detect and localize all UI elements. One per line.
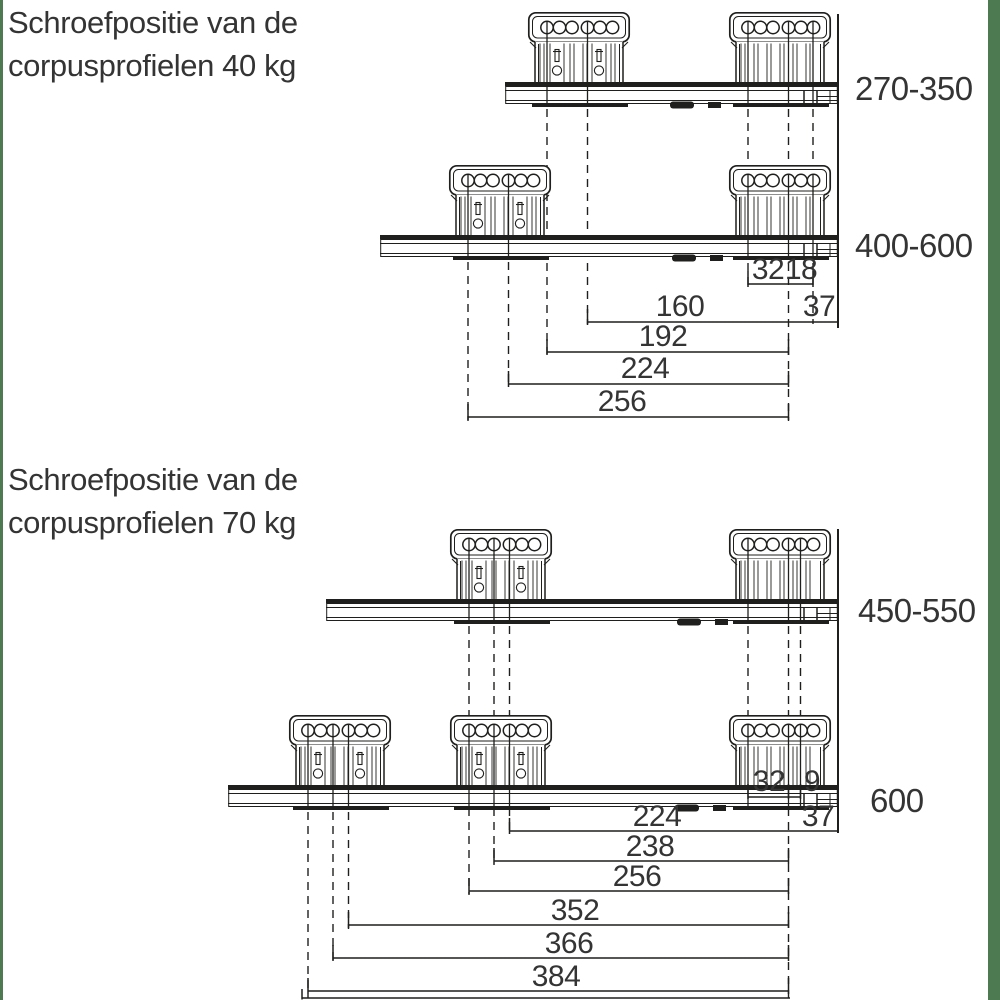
mounting-bracket	[451, 530, 551, 599]
dimension-label-32: 32	[752, 765, 786, 798]
dimension-label-9: 9	[803, 765, 821, 798]
page-border-left	[0, 0, 3, 1000]
dimension-label-256: 256	[597, 385, 647, 418]
diagram-title-line2: corpusprofielen 70 kg	[8, 505, 297, 540]
mounting-bracket	[451, 716, 551, 785]
dimension-label-238: 238	[625, 830, 675, 863]
mounting-bracket	[290, 716, 390, 785]
dimension-label-224: 224	[632, 800, 682, 833]
diagram-title-line1: Schroefpositie van de	[8, 462, 298, 497]
dimension-label-18: 18	[784, 253, 818, 286]
dimension-label-352: 352	[550, 894, 600, 927]
rail-length-label: 400-600	[855, 227, 973, 264]
dimension-label-37: 37	[802, 290, 836, 323]
dimension-label-366: 366	[544, 927, 594, 960]
mounting-bracket	[730, 13, 830, 82]
diagram-title-line2: corpusprofielen 40 kg	[8, 48, 297, 83]
dimension-label-224: 224	[620, 352, 670, 385]
mounting-bracket	[450, 166, 550, 235]
rail-length-label: 450-550	[858, 592, 976, 629]
dimension-label-384: 384	[531, 960, 581, 993]
dimension-label-256: 256	[612, 860, 662, 893]
rail-450-550	[326, 599, 838, 626]
diagram-title-line1: Schroefpositie van de	[8, 5, 298, 40]
rail-length-label: 270-350	[855, 70, 973, 107]
mounting-bracket	[529, 13, 629, 82]
diagram-40kg	[8, 5, 973, 421]
mounting-bracket	[730, 530, 830, 599]
dimension-label-192: 192	[638, 320, 688, 353]
diagram-70kg	[8, 462, 976, 1000]
mounting-bracket	[730, 166, 830, 235]
dimension-label-37: 37	[801, 800, 835, 833]
dimension-label-32: 32	[751, 253, 785, 286]
page-border-right	[988, 0, 1000, 1000]
rail-600	[228, 785, 838, 812]
dimension-label-160: 160	[655, 290, 705, 323]
rail-length-label: 600	[870, 782, 924, 819]
